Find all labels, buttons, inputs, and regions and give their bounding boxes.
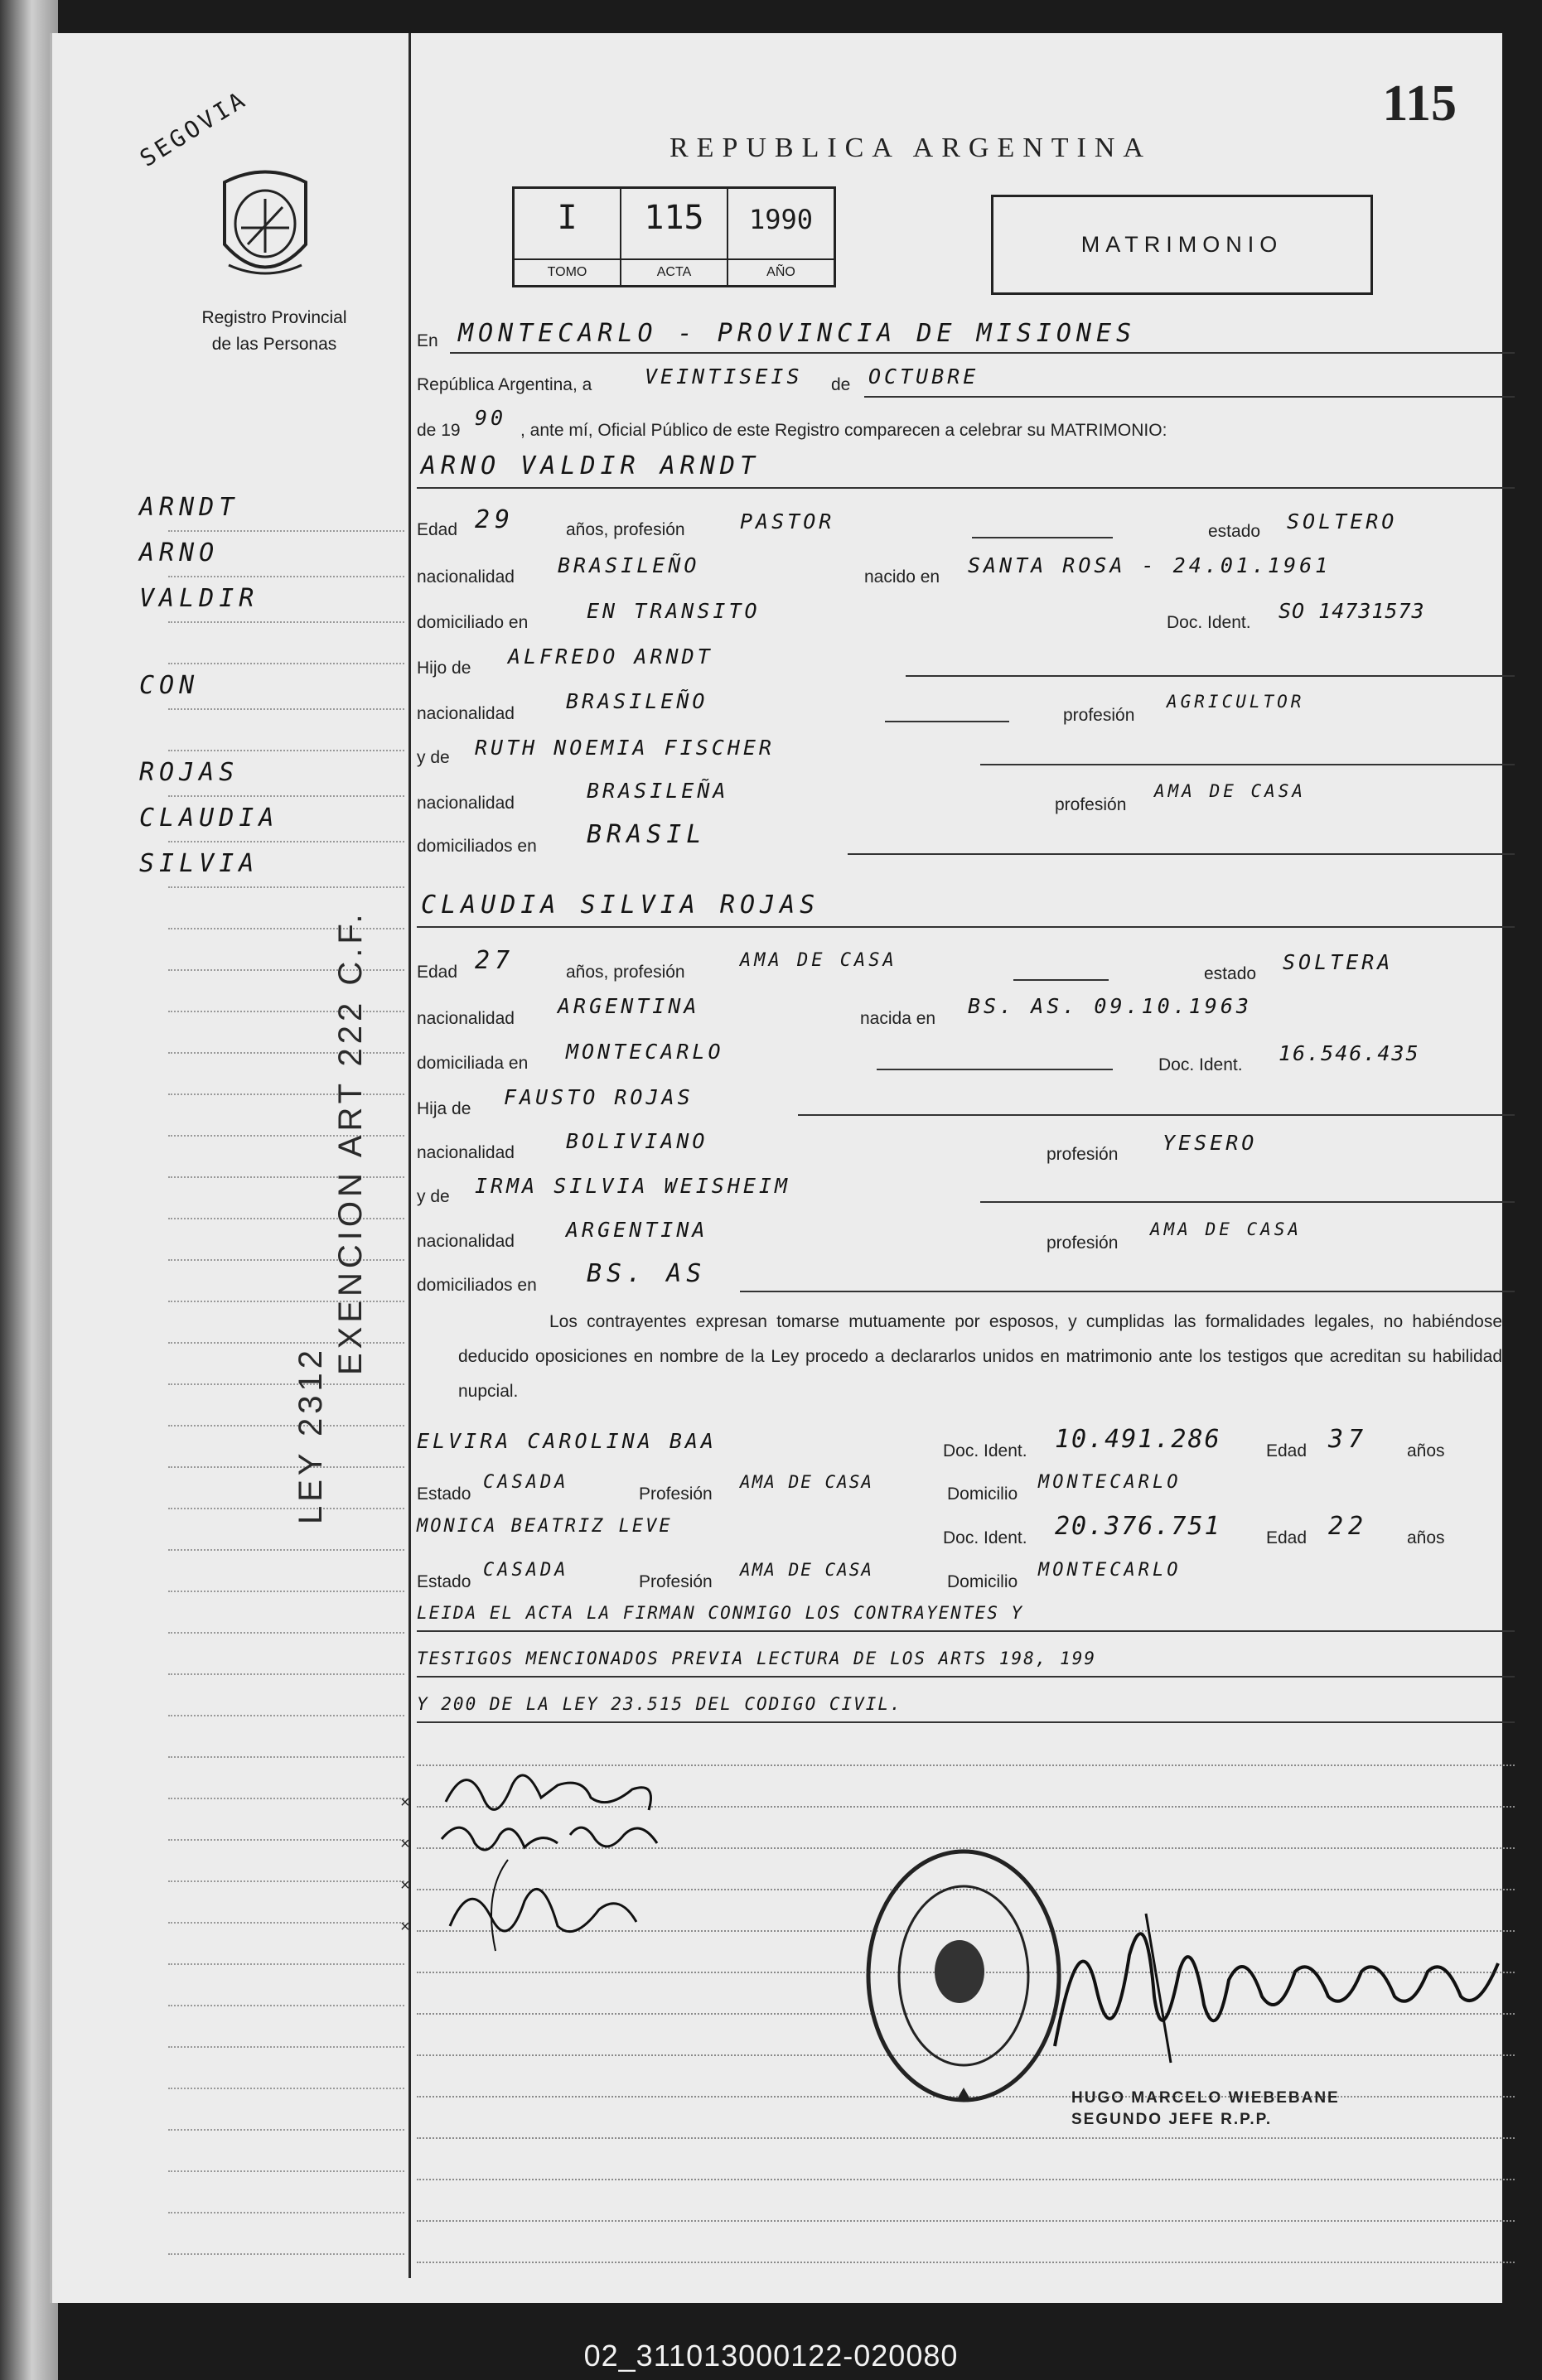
bride-doc: 16.546.435	[1279, 1041, 1420, 1065]
tomo-value: I	[557, 199, 578, 237]
acta-label: ACTA	[621, 258, 727, 285]
groom-mother-prof-label: profesión	[1055, 795, 1127, 814]
witness-2-doc-label: Doc. Ident.	[943, 1528, 1027, 1547]
bride-doc-label: Doc. Ident.	[1158, 1055, 1243, 1074]
official-signer-block	[1071, 2088, 1340, 2131]
witness-2-profesion: AMA DE CASA	[740, 1560, 874, 1580]
groom-domicilio: EN TRANSITO	[587, 599, 761, 623]
closing-note-2: TESTIGOS MENCIONADOS PREVIA LECTURA DE LOS ARTS 198, 199	[417, 1649, 1097, 1668]
groom-nacido: SANTA ROSA - 24.01.1961	[968, 553, 1332, 577]
bride-mother: IRMA SILVIA WEISHEIM	[475, 1174, 791, 1198]
registry-line-2: de las Personas	[211, 335, 337, 354]
bride-parents-dom-label: domiciliados en	[417, 1276, 537, 1295]
registry-line-1: Registro Provincial	[201, 308, 347, 327]
bride-mother-nac-label: nacionalidad	[417, 1232, 515, 1251]
witness-2-doc: 20.376.751	[1055, 1512, 1221, 1541]
official-title: SEGUNDO JEFE R.P.P.	[1071, 2111, 1273, 2128]
witness-1-name: ELVIRA CAROLINA BAA	[417, 1429, 717, 1453]
groom-profesion: PASTOR	[740, 509, 835, 533]
groom-father-nac-label: nacionalidad	[417, 704, 515, 723]
sig-bullet-2: ×	[400, 1835, 410, 1853]
day-value: VEINTISEIS	[645, 364, 803, 389]
bride-father-nac: BOLIVIANO	[566, 1129, 708, 1153]
bride-father-prof-label: profesión	[1047, 1145, 1119, 1164]
bride-hija-label: Hija de	[417, 1099, 471, 1118]
witness-2-anos-label: años	[1407, 1528, 1445, 1547]
bride-domicilio: MONTECARLO	[566, 1040, 724, 1064]
witness-1-anos-label: años	[1407, 1441, 1445, 1460]
bride-estado-label: estado	[1204, 964, 1257, 983]
groom-name: ARNO VALDIR ARNDT	[421, 451, 761, 480]
record-type-box: MATRIMONIO	[991, 195, 1373, 295]
closing-note-1: LEIDA EL ACTA LA FIRMAN CONMIGO LOS CONTRAYENTES Y	[417, 1603, 1024, 1623]
witness-1-doc-label: Doc. Ident.	[943, 1441, 1027, 1460]
groom-nac-label: nacionalidad	[417, 567, 515, 587]
closing-note-3: Y 200 DE LA LEY 23.515 DEL CODIGO CIVIL.	[417, 1694, 902, 1714]
ano-cell	[728, 189, 834, 285]
groom-estado-label: estado	[1208, 522, 1261, 541]
margin-name-5: ROJAS	[139, 758, 239, 787]
witness-2-estado: CASADA	[483, 1560, 569, 1581]
republica-label: República Argentina, a	[417, 375, 592, 394]
margin-divider	[408, 33, 411, 2278]
bride-dom-label: domiciliada en	[417, 1054, 529, 1073]
sig-bullet-1: ×	[400, 1793, 410, 1812]
official-seal-icon	[860, 1839, 1067, 2112]
tomo-cell	[515, 189, 621, 285]
bride-name: CLAUDIA SILVIA ROJAS	[421, 891, 820, 920]
month-value: OCTUBRE	[868, 364, 979, 389]
witness-1-domicilio: MONTECARLO	[1038, 1472, 1182, 1493]
witness-1-profesion-label: Profesión	[639, 1484, 713, 1504]
year-suffix: 90	[475, 406, 507, 430]
margin-name-6: CLAUDIA	[139, 804, 279, 833]
groom-mother-nac: BRASILEÑA	[587, 779, 729, 803]
official-signature-graphic	[1047, 1880, 1511, 2071]
groom-hijo-label: Hijo de	[417, 659, 471, 678]
witness-1-profesion: AMA DE CASA	[740, 1472, 874, 1492]
bride-estado: SOLTERA	[1283, 950, 1394, 974]
bride-mother-prof: AMA DE CASA	[1150, 1219, 1303, 1239]
groom-estado: SOLTERO	[1287, 509, 1398, 533]
margin-name-4: CON	[139, 671, 200, 700]
margin-name-2: ARNO	[139, 538, 220, 567]
witness-2-domicilio: MONTECARLO	[1038, 1560, 1182, 1581]
en-label: En	[417, 331, 438, 350]
witness-2-edad: 22	[1328, 1512, 1369, 1541]
groom-mother-prof: AMA DE CASA	[1154, 781, 1307, 801]
witness-2-edad-label: Edad	[1266, 1528, 1308, 1547]
ano-label: AÑO	[728, 258, 834, 285]
groom-dom-label: domiciliado en	[417, 613, 529, 632]
sig-bullet-4: ×	[400, 1918, 410, 1936]
witness-1-edad-label: Edad	[1266, 1441, 1308, 1460]
margin-stamp-exemption: EXENCION ART 222 C.F.	[332, 910, 369, 1375]
acta-cell	[621, 189, 728, 285]
groom-father-nac: BRASILEÑO	[566, 689, 708, 713]
record-reference-box	[512, 186, 836, 287]
groom-nacido-label: nacido en	[864, 567, 940, 587]
groom-nacionalidad: BRASILEÑO	[558, 553, 700, 577]
groom-profesion-label: años, profesión	[566, 520, 685, 539]
bride-profesion: AMA DE CASA	[740, 950, 897, 971]
acta-value: 115	[644, 199, 704, 237]
bride-father-prof: YESERO	[1163, 1131, 1258, 1155]
registry-name	[175, 305, 374, 358]
bride-nacida: BS. AS. 09.10.1963	[968, 994, 1252, 1018]
place-value: MONTECARLO - PROVINCIA DE MISIONES	[458, 319, 1137, 348]
witness-1-edad: 37	[1328, 1425, 1369, 1454]
bride-nacionalidad: ARGENTINA	[558, 994, 700, 1018]
groom-edad-label: Edad	[417, 520, 458, 539]
groom-doc-label: Doc. Ident.	[1167, 613, 1251, 632]
groom-father: ALFREDO ARNDT	[508, 644, 713, 669]
margin-note-top: SEGOVIA	[135, 84, 253, 172]
bride-profesion-label: años, profesión	[566, 963, 685, 982]
margin-name-1: ARNDT	[139, 493, 239, 522]
intro-text: , ante mí, Oficial Público de este Registro comparecen a celebrar su MATRIMONIO:	[520, 421, 1167, 440]
groom-father-prof-label: profesión	[1063, 706, 1135, 725]
bride-mother-nac: ARGENTINA	[566, 1218, 708, 1242]
witness-2-name: MONICA BEATRIZ LEVE	[417, 1516, 673, 1537]
margin-name-7: SILVIA	[139, 849, 259, 878]
sig-bullet-3: ×	[400, 1876, 410, 1895]
declaration-text: Los contrayentes expresan tomarse mutuamente por esposos, y cumplidas las formalidades legales, no habiéndose deducido oposiciones en nombre de la Ley procedo a declararlos unidos en matrimonio ante los testigos que acreditan su habilidad nupcial.	[458, 1312, 1502, 1401]
coat-of-arms-icon	[208, 166, 322, 290]
year-prefix: de 19	[417, 421, 461, 440]
bride-edad: 27	[475, 946, 515, 975]
groom-mother-nac-label: nacionalidad	[417, 794, 515, 813]
bride-yde-label: y de	[417, 1187, 450, 1206]
groom-father-prof: AGRICULTOR	[1167, 692, 1305, 712]
official-name: HUGO MARCELO WIEBEBANE	[1071, 2089, 1340, 2107]
country-heading: REPUBLICA ARGENTINA	[669, 133, 1152, 163]
file-name-caption: 02_311013000122-020080	[583, 2339, 959, 2373]
groom-doc: SO 14731573	[1279, 599, 1425, 623]
witness-1-doc: 10.491.286	[1055, 1425, 1221, 1454]
bride-nac-label: nacionalidad	[417, 1009, 515, 1028]
bride-nacida-label: nacida en	[860, 1009, 936, 1028]
ano-value: 1990	[748, 204, 814, 235]
bride-mother-prof-label: profesión	[1047, 1233, 1119, 1253]
bride-parents-dom: BS. AS	[587, 1259, 707, 1288]
witness-1-estado-label: Estado	[417, 1484, 471, 1504]
groom-yde-label: y de	[417, 748, 450, 767]
margin-stamp-law: LEY 2312	[292, 1346, 329, 1524]
groom-parents-dom-label: domiciliados en	[417, 837, 537, 856]
page-number: 115	[1382, 75, 1457, 132]
bride-edad-label: Edad	[417, 963, 458, 982]
groom-edad: 29	[475, 505, 515, 534]
witness-1-estado: CASADA	[483, 1472, 569, 1493]
register-page	[50, 33, 1502, 2303]
witness-2-domicilio-label: Domicilio	[947, 1572, 1018, 1591]
groom-mother: RUTH NOEMIA FISCHER	[475, 736, 775, 760]
witness-2-estado-label: Estado	[417, 1572, 471, 1591]
witness-2-profesion-label: Profesión	[639, 1572, 713, 1591]
tomo-label: TOMO	[515, 258, 620, 285]
bride-father: FAUSTO ROJAS	[504, 1085, 694, 1109]
margin-name-3: VALDIR	[139, 584, 259, 613]
witness-1-domicilio-label: Domicilio	[947, 1484, 1018, 1504]
bride-father-nac-label: nacionalidad	[417, 1143, 515, 1162]
de-label: de	[831, 375, 851, 394]
groom-parents-dom: BRASIL	[587, 820, 707, 849]
